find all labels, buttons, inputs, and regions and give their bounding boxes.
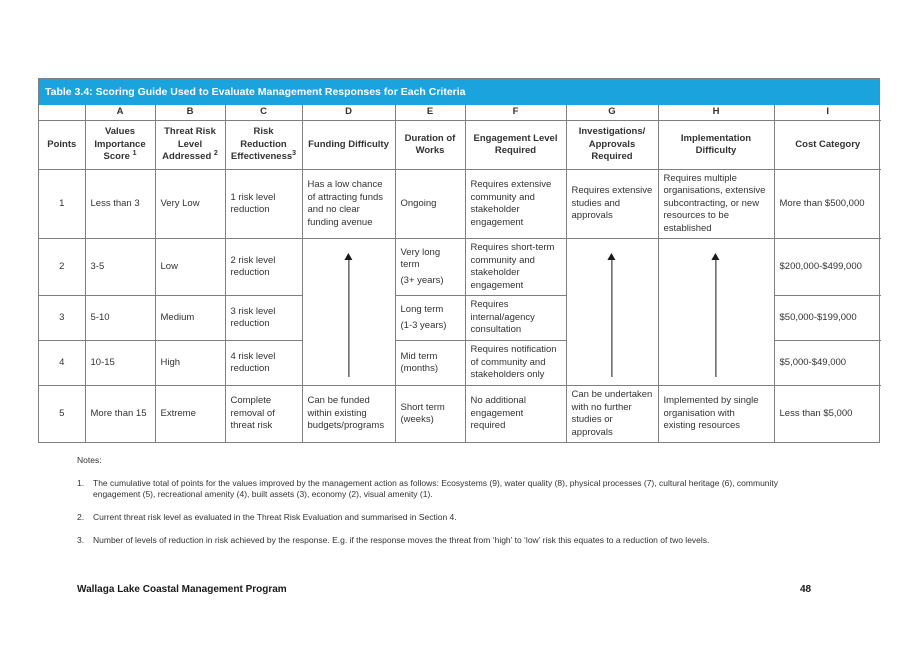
notes-section [77, 455, 817, 558]
note-number: 3. [77, 535, 85, 545]
letter-cell-b: B [155, 105, 225, 121]
header-risk-reduction [225, 121, 302, 170]
header-row [39, 121, 881, 170]
engagement-cell: No additional engagement required [465, 386, 566, 443]
letter-cell-blank [39, 105, 85, 121]
note-number: 1. [77, 478, 85, 488]
duration-cell [395, 296, 465, 341]
points-cell: 2 [39, 239, 85, 296]
threat-cell: High [155, 341, 225, 386]
cost-cell: $50,000-$199,000 [774, 296, 881, 341]
threat-cell: Low [155, 239, 225, 296]
table-row [39, 239, 881, 296]
footnote-ref-2: 2 [213, 150, 218, 158]
duration-subtext: (1-3 years) [400, 319, 447, 331]
reduction-cell: 2 risk level reduction [225, 239, 302, 296]
threat-cell: Medium [155, 296, 225, 341]
cost-cell: $200,000-$499,000 [774, 239, 881, 296]
cost-cell: More than $500,000 [774, 170, 881, 239]
up-arrow-icon [348, 255, 349, 377]
header-engagement: Engagement Level Required [465, 121, 566, 170]
header-implementation: Implementation Difficulty [658, 121, 774, 170]
values-cell: 3-5 [85, 239, 155, 296]
letter-cell-a: A [85, 105, 155, 121]
header-threat-risk-text: Threat Risk Level Addressed [162, 126, 216, 163]
note-text: Current threat risk level as evaluated in the Threat Risk Evaluation and summarised in Section 4. [93, 512, 457, 522]
investigations-gradient-cell [566, 239, 658, 386]
cost-cell: Less than $5,000 [774, 386, 881, 443]
page-number: 48 [800, 584, 812, 595]
values-cell: 10-15 [85, 341, 155, 386]
investigations-cell: Requires extensive studies and approvals [566, 170, 658, 239]
footnote-ref-1: 1 [132, 150, 137, 158]
table-caption: Table 3.4: Scoring Guide Used to Evaluate Management Responses for Each Criteria [39, 79, 879, 105]
duration-text: Very long term [400, 246, 441, 271]
scoring-table-grid [39, 105, 881, 442]
cost-cell: $5,000-$49,000 [774, 341, 881, 386]
threat-cell: Very Low [155, 170, 225, 239]
engagement-cell: Requires short-term community and stakeholder engagement [465, 239, 566, 296]
investigations-cell: Can be undertaken with no further studies or approvals [566, 386, 658, 443]
values-cell: More than 15 [85, 386, 155, 443]
implementation-cell: Implemented by single organisation with existing resources [658, 386, 774, 443]
header-values-importance-text: Values Importance Score [94, 126, 146, 163]
header-funding-difficulty: Funding Difficulty [302, 121, 395, 170]
note-number: 2. [77, 512, 85, 522]
duration-cell: Short term (weeks) [395, 386, 465, 443]
points-cell: 1 [39, 170, 85, 239]
reduction-cell: 4 risk level reduction [225, 341, 302, 386]
duration-cell [395, 239, 465, 296]
letter-cell-d: D [302, 105, 395, 121]
engagement-cell: Requires internal/agency consultation [465, 296, 566, 341]
points-cell: 5 [39, 386, 85, 443]
duration-subtext: (3+ years) [400, 274, 444, 286]
threat-cell: Extreme [155, 386, 225, 443]
engagement-cell: Requires notification of community and stakeholders only [465, 341, 566, 386]
letter-cell-i: I [774, 105, 881, 121]
header-duration: Duration of Works [395, 121, 465, 170]
note-item [77, 512, 817, 523]
reduction-cell: 3 risk level reduction [225, 296, 302, 341]
footer-document-title: Wallaga Lake Coastal Management Program [77, 584, 287, 595]
letter-cell-h: H [658, 105, 774, 121]
reduction-cell: 1 risk level reduction [225, 170, 302, 239]
letter-cell-g: G [566, 105, 658, 121]
implementation-gradient-cell [658, 239, 774, 386]
letter-cell-e: E [395, 105, 465, 121]
note-text: The cumulative total of points for the values improved by the management action as follows: Ecosystems (9), water quality (8), physical processes (7), cultural heritage (6), community engagement (5), recreational amenity (4), built assets (3), economy (2), visual amenity (1). [93, 478, 779, 499]
engagement-cell: Requires extensive community and stakeholder engagement [465, 170, 566, 239]
duration-cell: Ongoing [395, 170, 465, 239]
letter-cell-c: C [225, 105, 302, 121]
header-points: Points [39, 121, 85, 170]
column-letter-row [39, 105, 881, 121]
values-cell: 5-10 [85, 296, 155, 341]
header-cost-category: Cost Category [774, 121, 881, 170]
up-arrow-icon [611, 255, 612, 377]
points-cell: 3 [39, 296, 85, 341]
values-cell: Less than 3 [85, 170, 155, 239]
header-values-importance [85, 121, 155, 170]
table-row [39, 170, 881, 239]
funding-gradient-cell [302, 239, 395, 386]
note-text: Number of levels of reduction in risk achieved by the response. E.g. if the response moves the threat from ‘high’ to ‘low’ risk this equates to a reduction of two levels. [93, 535, 710, 545]
up-arrow-icon [715, 255, 716, 377]
implementation-cell: Requires multiple organisations, extensive subcontracting, or new resources to be established [658, 170, 774, 239]
duration-cell: Mid term (months) [395, 341, 465, 386]
reduction-cell: Complete removal of threat risk [225, 386, 302, 443]
funding-cell: Has a low chance of attracting funds and no clear funding avenue [302, 170, 395, 239]
header-investigations: Investigations/ Approvals Required [566, 121, 658, 170]
table-row [39, 386, 881, 443]
duration-text: Long term [400, 304, 444, 315]
header-threat-risk [155, 121, 225, 170]
header-risk-reduction-text: Risk Reduction Effectiveness [230, 126, 293, 163]
notes-title: Notes: [77, 455, 102, 465]
points-cell: 4 [39, 341, 85, 386]
funding-cell: Can be funded within existing budgets/programs [302, 386, 395, 443]
footnote-ref-3: 3 [292, 150, 297, 158]
scoring-guide-table [38, 78, 880, 443]
note-item [77, 478, 817, 500]
note-item [77, 535, 817, 546]
letter-cell-f: F [465, 105, 566, 121]
